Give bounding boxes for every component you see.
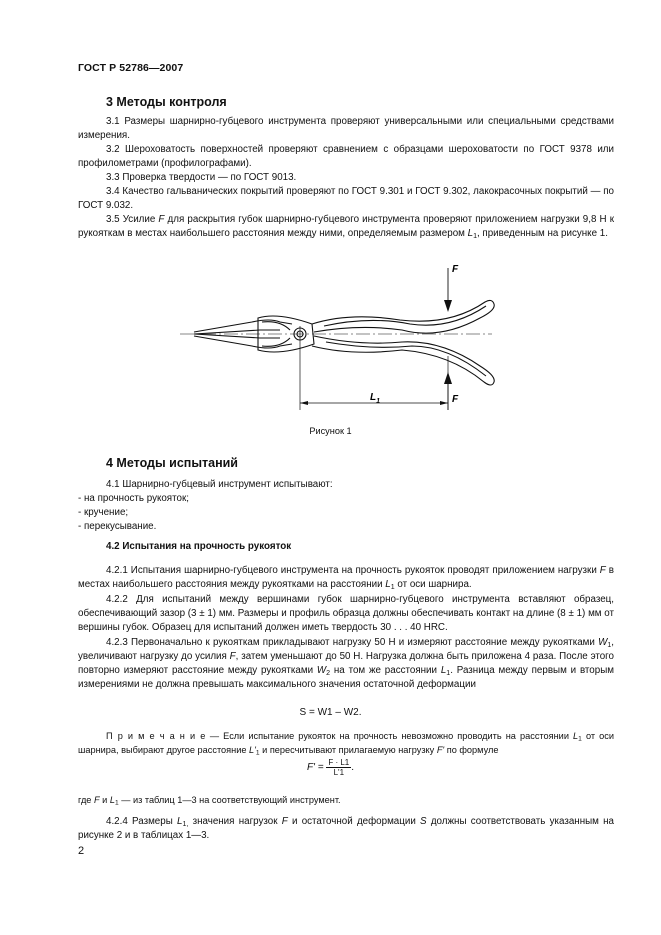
para-4-2-3: 4.2.3 Первоначально к рукояткам прикладывают нагрузку 50 Н и измеряют расстояние между рукоятками $W_1$, увеличивают нагрузку до усилия F, затем уменьшают до 50 Н. Нагрузка должна быть приложена 4 раза. После этого повторно измеряют расстояние между рукоятками $W_2$ на том же расстоянии $L_1$. Разница между первым и вторым измерениями не должна превышать максимального значения остаточной деформации (78, 637, 614, 690)
list-test-types (78, 478, 614, 534)
formula-residual-deformation: S = W1 – W2. (299, 707, 362, 718)
para-3-4: 3.4 Качество гальванических покрытий проверяют по ГОСТ 9.301 и ГОСТ 9.302, лакокрасочных покрытий — по ГОСТ 9.032. (78, 186, 614, 211)
subsection-4-2-title: 4.2 Испытания на прочность рукояток (106, 541, 292, 552)
para-4-2-2: 4.2.2 Для испытаний между вершинами губок шарнирно-губцевого инструмента вставляют образец, обеспечивающий зазор (3 ± 1) мм. Размеры и профиль образца должны обеспечивать контакт на длине (8 ± 1) мм от вершины губок. Образец для испытаний должен иметь твердость 30 . . . 40 HRC. (78, 594, 614, 633)
para-4-2-1: 4.2.1 Испытания шарнирно-губцевого инструмента на прочность рукояток проводят приложением нагрузки F в местах наибольшего расстояния между рукоятками на расстоянии $L_1$ от оси шарнира. (78, 565, 614, 591)
para-3-3: 3.3 Проверка твердости — по ГОСТ 9013. (106, 172, 297, 183)
lower-handle (312, 336, 494, 385)
figure-1-caption: Рисунок 1 (309, 426, 352, 436)
formula-recalculated-load: F' = $\frac{F \cdot L1}{L'1}$ . (306, 758, 355, 777)
label-F-top: F (452, 264, 459, 275)
para-4-2-4: 4.2.4 Размеры $L_{1,}$ значения нагрузок F и остаточной деформации S должны соответствовать указанным на рисунке 2 и в таблицах 1—3. (78, 816, 614, 841)
para-3-5: 3.5 Усилие F для раскрытия губок шарнирно-губцевого инструмента проверяют приложением нагрузки 9,8 Н к рукояткам в местах наибольшего расстояния между ними, определяемым размером $L_1$, приведенным на рисунке 1. (78, 214, 615, 240)
where-clause: где F и $L_1$ — из таблиц 1—3 на соответствующий инструмент. (78, 795, 341, 807)
label-F-bottom: F (452, 394, 459, 405)
document-header: ГОСТ Р 52786—2007 (78, 62, 184, 74)
figure-1-pliers-drawing (180, 250, 520, 420)
note-block: П р и м е ч а н и е — Если испытание рукояток на прочность невозможно проводить на расстоянии $L_1$ от оси шарнира, выбирают другое расстояние $L'_1$ и пересчитывают прилагаемую нагрузку F' по формуле (78, 731, 614, 757)
list-item: - кручение; (78, 507, 129, 518)
section-3-title: 3 Методы контроля (106, 95, 227, 109)
para-3-1: 3.1 Размеры шарнирно-губцевого инструмента проверяют универсальными или специальными средствами измерения. (78, 116, 614, 141)
list-intro: 4.1 Шарнирно-губцевый инструмент испытывают: (106, 479, 333, 490)
list-item: - перекусывание. (78, 521, 157, 532)
label-L: $L_1$ (370, 392, 381, 405)
section-4-title: 4 Методы испытаний (106, 456, 238, 470)
para-3-2: 3.2 Шероховатость поверхностей проверяют сравнением с образцами шероховатости по ГОСТ 9378 или профилометрами (профилографами). (78, 144, 614, 169)
page-number: 2 (78, 845, 85, 857)
list-item: - на прочность рукояток; (78, 493, 189, 504)
